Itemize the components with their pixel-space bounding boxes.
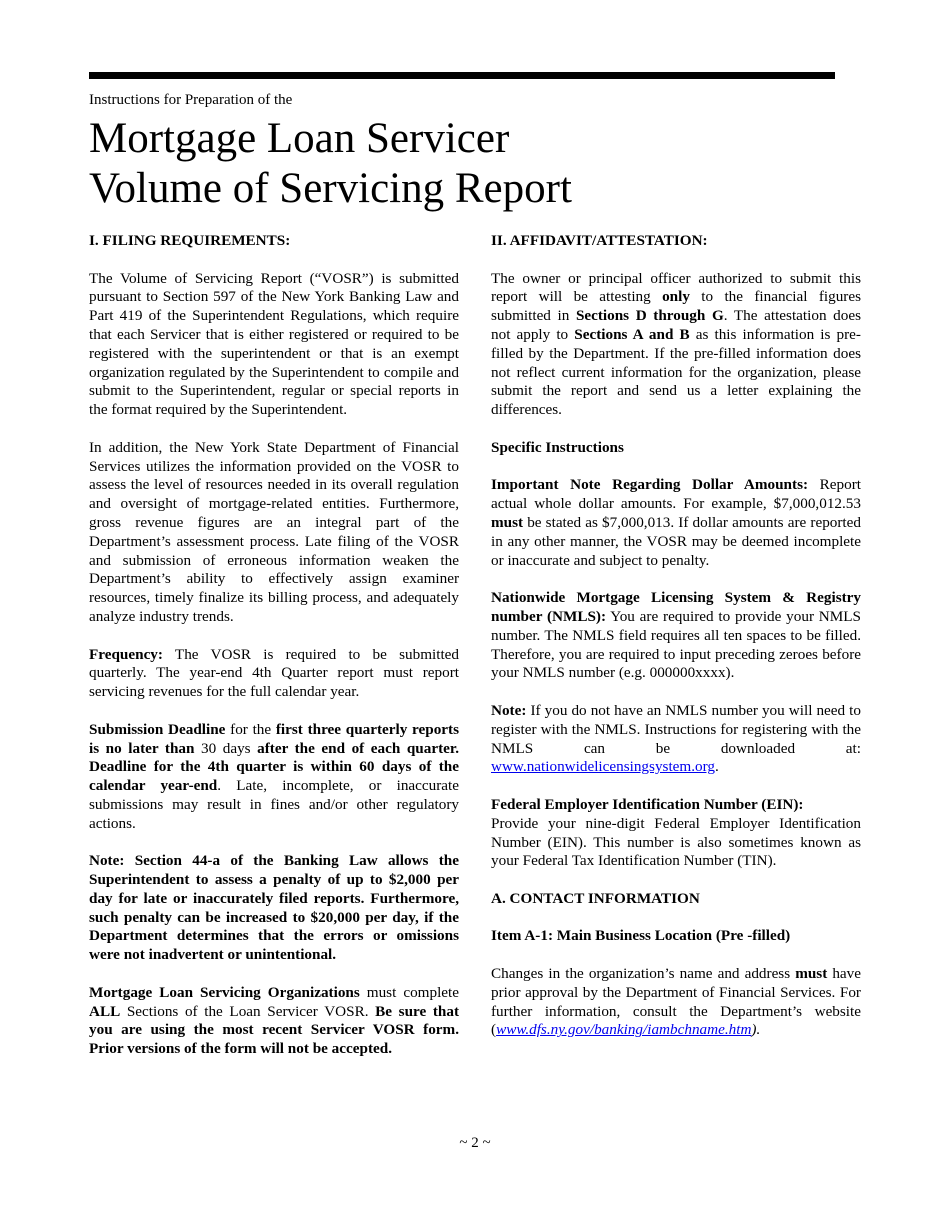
dfs-link[interactable] [496, 1021, 751, 1038]
frequency-text: The VOSR is required to be submitted quarterly. The year-end 4th Quarter report must report servicing revenues for the full calendar year. [89, 645, 459, 701]
right-column [491, 232, 861, 1059]
left-column [89, 232, 459, 1078]
chg-text-3: have prior approval by the Department of Financial Services. For further information, consult the Department’s website ( [491, 965, 861, 1039]
mlso-text-4: Be sure that you are using the most recent Servicer VOSR form. Prior versions of the form will not be accepted. [89, 1002, 460, 1058]
pre-title: Instructions for Preparation of the [89, 92, 293, 108]
aff-text-7: as this information is pre-filled by the Department. If the pre-filled information does not reflect current information for the organization, please submit the report and send us a letter explaining the differences. [491, 325, 861, 419]
deadline-text-3: 30 days [194, 739, 258, 757]
deadline-text-5: . Late, incomplete, or inaccurate submissions may result in fines and/or other regulatory actions. [89, 777, 460, 832]
ein-paragraph [491, 796, 861, 871]
chg-text-2: must [795, 965, 828, 983]
page-title [89, 114, 572, 214]
top-rule [89, 72, 835, 79]
aff-text-2: only [662, 288, 690, 306]
nmls-link[interactable]: www.nationwidelicensingsystem.org [491, 758, 715, 776]
note-period: . [715, 758, 719, 776]
deadline-text-4: after the end of each quarter. Deadline for the 4th quarter is within 60 days of the calendar year-end [89, 739, 460, 795]
item-a1-heading: Item A-1: Main Business Location (Pre -filled) [491, 927, 791, 945]
chg-text-1: Changes in the organization’s name and address [491, 965, 796, 983]
chg-text-4: ). [751, 1021, 761, 1039]
ein-label: Federal Employer Identification Number (EIN): [491, 795, 804, 813]
title-line-1: Mortgage Loan Servicer [89, 115, 510, 162]
deadline-text-1: for the [225, 720, 276, 738]
penalty-note [89, 852, 459, 965]
aff-text-4: Sections D through G [575, 307, 724, 325]
mlso-paragraph [89, 984, 459, 1059]
deadline-text-2: first three quarterly reports is no later than [89, 720, 460, 757]
mlso-text-2: ALL [89, 1002, 121, 1020]
filing-paragraph-2: In addition, the New York State Department of Financial Services utilizes the information provided on the VOSR to assess the level of resources needed in its overall regulation and oversight of mortgage-related entities. Furthermore, gross revenue figures are an integral part of the Department’s assessment process. Late filing of the VOSR and submission of erroneous information weaken the Department’s ability to effectively assign examiner resources, timely finalize its billing process, and adequately analyze industry trends. [89, 438, 459, 625]
dfs-link-text: www.dfs.ny.gov/banking/iambchname.htm [496, 1021, 752, 1039]
aff-text-1: The owner or principal officer authorized to submit this report will be attesting [491, 269, 861, 306]
aff-text-6: Sections A and B [574, 325, 690, 343]
dollar-text-2: must [491, 513, 524, 531]
note-label: Note: [491, 701, 527, 719]
page-number: ~ 2 ~ [459, 1135, 491, 1151]
nmls-text: You are required to provide your NMLS number. The NMLS field requires all ten spaces to be filled. Therefore, you are required to input preceding zeroes before your NMLS number (e.g. 000000xxxx). [491, 607, 861, 682]
dollar-label: Important Note Regarding Dollar Amounts: [491, 476, 809, 494]
contact-information-heading: A. CONTACT INFORMATION [491, 889, 700, 907]
title-line-2: Volume of Servicing Report [89, 165, 572, 212]
dollar-text-3: be stated as $7,000,013. If dollar amounts are reported in any other manner, the VOSR may be deemed incomplete or inaccurate and subject to penalty. [491, 513, 861, 569]
mlso-text-3: Sections of the Loan Servicer VOSR. [120, 1002, 376, 1020]
ein-text: Provide your nine-digit Federal Employer Identification Number (EIN). This number is also sometimes known as your Federal Tax Identification Number (TIN). [491, 814, 861, 870]
aff-text-3: to the financial figures submitted in [491, 288, 861, 325]
frequency-paragraph [89, 646, 459, 702]
dollar-amounts-paragraph [491, 476, 861, 570]
penalty-note-text: Note: Section 44-a of the Banking Law allows the Superintendent to assess a penalty of up to $2,000 per day for late or inaccurately filed reports. Furthermore, such penalty can be increased to $20,000 per day, if the Department determines that the errors or omissions were not inadvertent or unintentional. [89, 852, 459, 964]
deadline-label: Submission Deadline [89, 720, 226, 738]
aff-text-5: . The attestation does not apply to [491, 307, 861, 343]
nmls-paragraph [491, 589, 861, 683]
deadline-paragraph [89, 721, 459, 834]
affidavit-paragraph [491, 270, 861, 420]
filing-requirements-heading: I. FILING REQUIREMENTS: [89, 232, 291, 249]
affidavit-heading: II. AFFIDAVIT/ATTESTATION: [491, 232, 708, 249]
changes-paragraph [491, 965, 861, 1040]
nmls-label: Nationwide Mortgage Licensing System & Registry number (NMLS): [491, 589, 861, 625]
specific-instructions-heading: Specific Instructions [491, 438, 624, 456]
filing-paragraph-1: The Volume of Servicing Report (“VOSR”) is submitted pursuant to Section 597 of the New York Banking Law and Part 419 of the Superintendent Regulations, which require that each Servicer that is either registered or required to be registered with the superintendent or that is an exempt organization regulated by the Superintendent to compile and submit to the Superintendent, regular or special reports in the format required by the Superintendent. [89, 269, 459, 419]
nmls-note-paragraph [491, 702, 861, 777]
mlso-text-1: must complete [359, 983, 459, 1001]
mlso-label: Mortgage Loan Servicing Organizations [89, 983, 360, 1001]
frequency-label: Frequency: [89, 645, 163, 663]
note-text: If you do not have an NMLS number you will need to register with the NMLS. Instructions for registering with the NMLS can be downloaded at: [491, 701, 861, 757]
dollar-text-1: Report actual whole dollar amounts. For example, $7,000,012.53 [491, 476, 861, 513]
